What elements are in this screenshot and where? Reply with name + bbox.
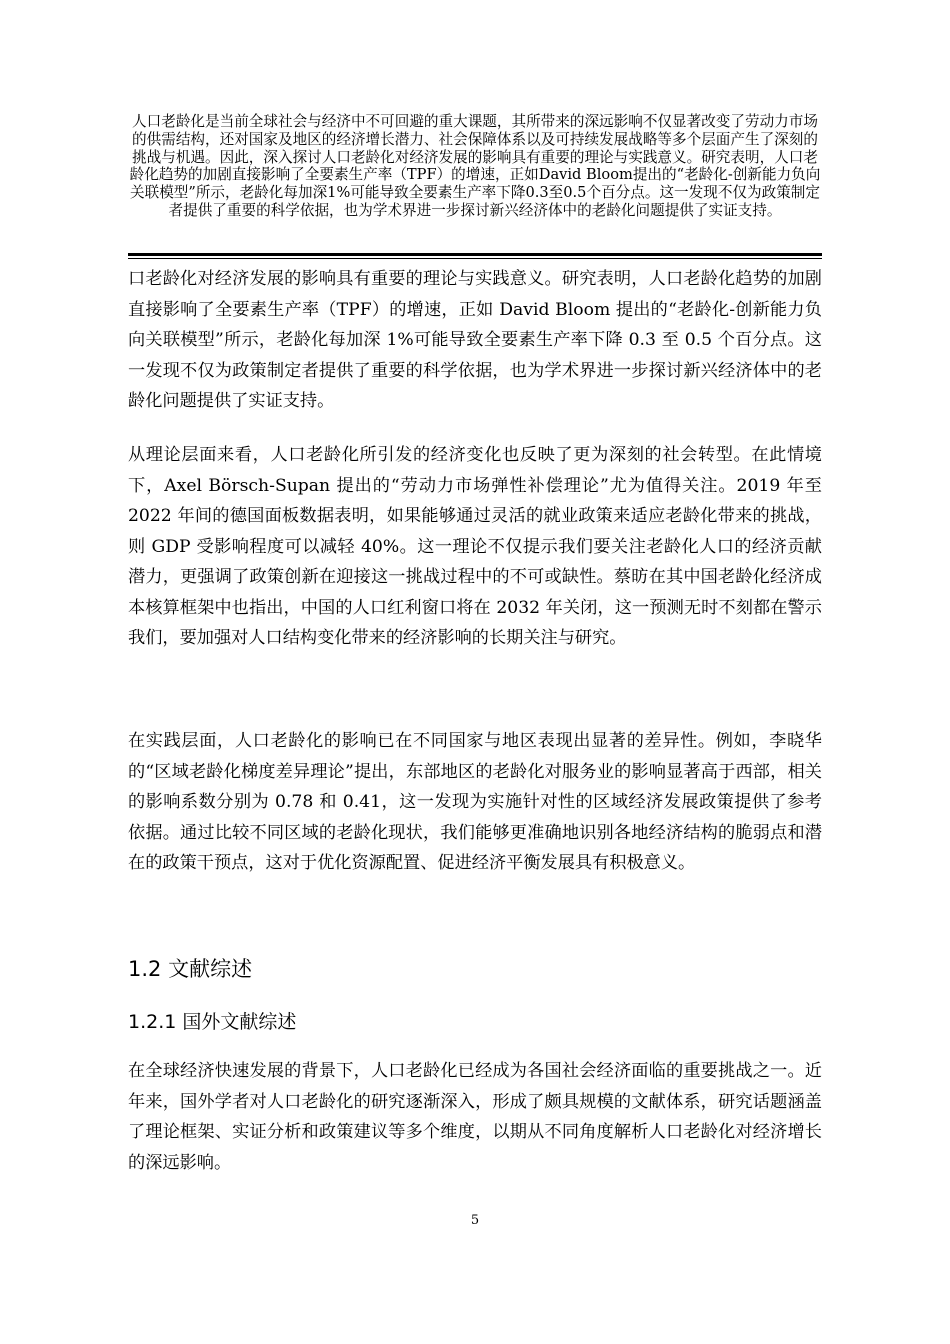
subsection-paragraph: 在全球经济快速发展的背景下，人口老龄化已经成为各国社会经济面临的重要挑战之一。近年来，国外学者对人口老龄化的研究逐渐深入，形成了颇具规模的文献体系，研究话题涵盖了理论框架、实证分析和政策建议等多个维度，以期从不同角度解析人口老龄化对经济增长的深远影响。: [128, 1061, 822, 1173]
running-header-text: 人口老龄化是当前全球社会与经济中不可回避的重大课题，其所带来的深远影响不仅显著改变了劳动力市场的供需结构，还对国家及地区的经济增长潜力、社会保障体系以及可持续发展战略等多个层面产生了深刻的挑战与机遇。因此，深入探讨人口老龄化对经济发展的影响具有重要的理论与实践意义。研究表明，人口老龄化趋势的加剧直接影响了全要素生产率（TPF）的增速，正如David Bloom提出的“老龄化-创新能力负向关联模型”所示，老龄化每加深1%可能导致全要素生产率下降0.3至0.5个百分点。这一发现不仅为政策制定者提供了重要的科学依据，也为学术界进一步探讨新兴经济体中的老龄化问题提供了实证支持。: [129, 113, 821, 219]
page-number: 5: [470, 1213, 480, 1228]
header-rule-thin: [128, 258, 822, 259]
body-paragraph-1: 口老龄化对经济发展的影响具有重要的理论与实践意义。研究表明，人口老龄化趋势的加剧直接影响了全要素生产率（TPF）的增速，正如 David Bloom 提出的“老龄化-创新能力负向关联模型”所示，老龄化每加深 1%可能导致全要素生产率下降 0.3 至 0.5 个百分点。这一发现不仅为政策制定者提供了重要的科学依据，也为学术界进一步探讨新兴经济体中的老龄化问题提供了实证支持。: [128, 269, 822, 411]
section-heading: 1.2 文献综述: [128, 957, 253, 981]
header-rule-thick: [128, 253, 822, 256]
body-paragraph-3: 在实践层面，人口老龄化的影响已在不同国家与地区表现出显著的差异性。例如，李晓华的“区域老龄化梯度差异理论”提出，东部地区的老龄化对服务业的影响显著高于西部，相关的影响系数分别为 0.78 和 0.41，这一发现为实施针对性的区域经济发展政策提供了参考依据。通过比较不同区域的老龄化现状，我们能够更准确地识别各地经济结构的脆弱点和潜在的政策干预点，这对于优化资源配置、促进经济平衡发展具有积极意义。: [128, 731, 822, 873]
body-paragraph-2: 从理论层面来看，人口老龄化所引发的经济变化也反映了更为深刻的社会转型。在此情境下，Axel Börsch-Supan 提出的“劳动力市场弹性补偿理论”尤为值得关注。2019 年至 2022 年间的德国面板数据表明，如果能够通过灵活的就业政策来适应老龄化带来的挑战，则 GDP 受影响程度可以减轻 40%。这一理论不仅提示我们要关注老龄化人口的经济贡献潜力，更强调了政策创新在迎接这一挑战过程中的不可或缺性。蔡昉在其中国老龄化经济成本核算框架中也指出，中国的人口红利窗口将在 2032 年关闭，这一预测无时不刻都在警示我们，要加强对人口结构变化带来的经济影响的长期关注与研究。: [128, 445, 822, 648]
subsection-heading: 1.2.1 国外文献综述: [128, 1011, 297, 1033]
